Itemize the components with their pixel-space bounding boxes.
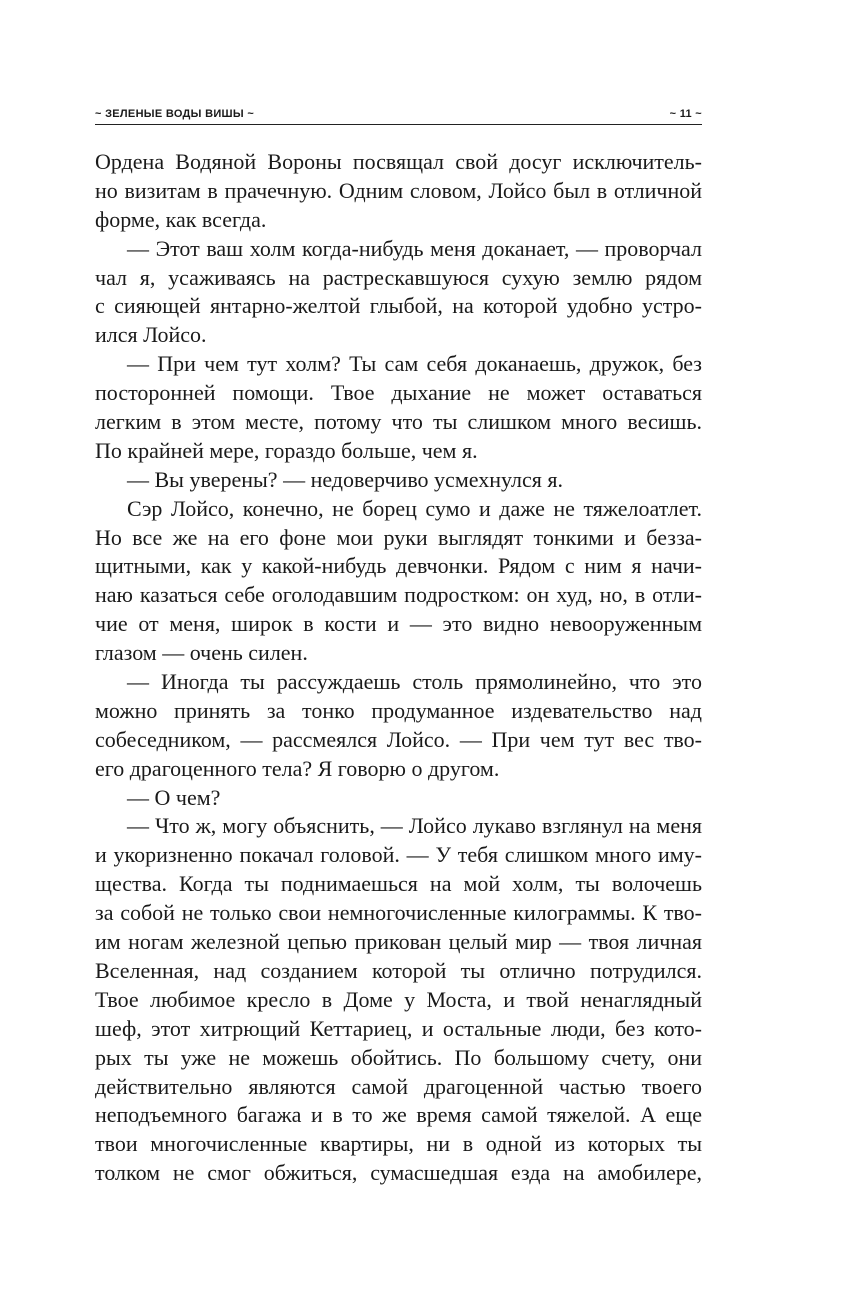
text-line: — Этот ваш холм когда-нибудь меня доканает, — проворчал (127, 235, 702, 261)
text-line: Но все же на его фоне мои руки выглядят тонкими и безза- (95, 524, 702, 550)
text-line: — При чем тут холм? Ты сам себя доканаешь, дружок, без (127, 351, 702, 377)
text-line: — Что ж, могу объяснить, — Лойсо лукаво взглянул на меня (127, 813, 702, 839)
running-head (95, 103, 702, 125)
text-line: посторонней помощи. Твое дыхание не может оставаться (95, 380, 702, 406)
text-line: — Иногда ты рассуждаешь столь прямолинейно, что это (127, 669, 702, 695)
text-line: легким в этом месте, потому что ты слишком много весишь. (95, 409, 702, 435)
text-line: действительно являются самой драгоценной частью твоего (95, 1073, 702, 1099)
text-line: форме, как всегда. (95, 206, 267, 232)
text-line: но визитам в прачечную. Одним словом, Лойсо был в отличной (95, 177, 702, 203)
text-line: чал я, усаживаясь на растрескавшуюся сухую землю рядом (95, 264, 702, 290)
body-text (95, 148, 702, 1188)
text-line: рых ты уже не можешь обойтись. По большому счету, они (95, 1044, 702, 1070)
header-rule (95, 124, 702, 125)
text-line: Сэр Лойсо, конечно, не борец сумо и даже не тяжелоатлет. (127, 495, 702, 521)
page-number: ~ 11 ~ (669, 108, 702, 120)
text-line: неподъемного багажа и в то же время самой тяжелой. А еще (95, 1102, 702, 1128)
text-line: и укоризненно покачал головой. — У тебя слишком много иму- (95, 842, 702, 868)
running-head-title: ~ ЗЕЛЕНЫЕ ВОДЫ ВИШЫ ~ (95, 108, 255, 120)
text-line: щитными, как у какой-нибудь девчонки. Рядом с ним я начи- (95, 553, 702, 579)
text-line: его драгоценного тела? Я говорю о другом. (95, 755, 500, 781)
text-line: ился Лойсо. (95, 322, 207, 348)
text-line: чие от меня, широк в кости и — это видно невооруженным (95, 611, 702, 637)
text-line: им ногам железной цепью прикован целый мир — твоя личная (95, 929, 702, 955)
text-line: По крайней мере, гораздо больше, чем я. (95, 437, 478, 463)
text-line: Твое любимое кресло в Доме у Моста, и твой ненаглядный (95, 986, 702, 1012)
text-line: глазом — очень силен. (95, 640, 308, 666)
text-line: твои многочисленные квартиры, ни в одной из которых ты (95, 1131, 702, 1157)
text-line: наю казаться себе оголодавшим подростком: он худ, но, в отли- (95, 582, 702, 608)
text-line: с сияющей янтарно-желтой глыбой, на которой удобно устро- (95, 293, 702, 319)
text-line: за собой не только свои немногочисленные килограммы. К тво- (95, 900, 702, 926)
text-line: толком не смог обжиться, сумасшедшая езда на амобилере, (95, 1160, 702, 1186)
text-line: шеф, этот хитрющий Кеттариец, и остальные люди, без кото- (95, 1015, 702, 1041)
text-line: щества. Когда ты поднимаешься на мой холм, ты волочешь (95, 871, 702, 897)
text-line: можно принять за тонко продуманное издевательство над (95, 697, 702, 723)
text-line: — О чем? (127, 784, 221, 810)
text-line: Вселенная, над созданием которой ты отлично потрудился. (95, 957, 702, 983)
text-line: собеседником, — рассмеялся Лойсо. — При чем тут вес тво- (95, 726, 702, 752)
text-line: Ордена Водяной Вороны посвящал свой досуг исключитель- (95, 149, 702, 174)
text-line: — Вы уверены? — недоверчиво усмехнулся я. (127, 466, 564, 492)
